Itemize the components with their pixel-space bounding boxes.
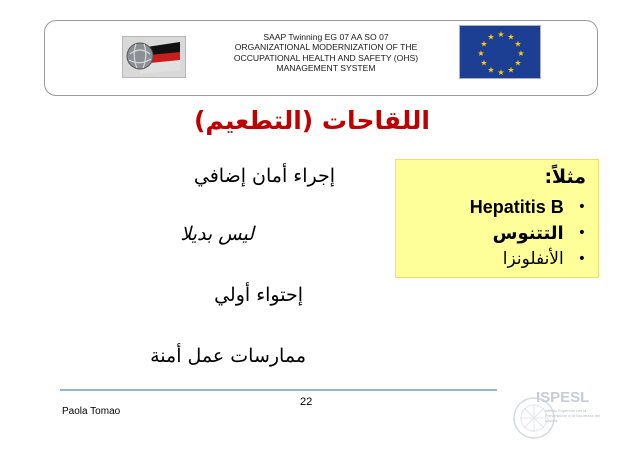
svg-text:★: ★ — [514, 39, 522, 49]
bullet-icon: • — [577, 251, 586, 267]
svg-text:★: ★ — [507, 32, 515, 42]
ispesl-caption: Istituto Superiore per la Prevenzione e la Sicurezza del Lavoro — [545, 408, 600, 423]
safety-measure-line: إجراء أمان إضافي — [193, 165, 335, 187]
header-line: ORGANIZATIONAL MODERNIZATION OF THE — [234, 42, 418, 53]
footer-divider — [60, 389, 497, 391]
svg-text:★: ★ — [497, 30, 505, 39]
svg-text:★: ★ — [487, 65, 495, 75]
author-name: Paola Tomao — [62, 406, 121, 417]
safe-work-practices-line: ممارسات عمل أمنة — [150, 345, 306, 367]
list-item-label: التتنوس — [492, 222, 564, 244]
not-substitute-line: ليس بديلا — [180, 223, 254, 245]
page-number: 22 — [300, 396, 313, 408]
list-item — [470, 194, 586, 220]
list-item-label: Hepatitis B — [469, 196, 564, 217]
svg-text:★: ★ — [487, 32, 495, 42]
example-label: مثلاً: — [544, 166, 586, 188]
header-title — [215, 32, 437, 74]
eu-flag-icon — [459, 25, 541, 79]
slide-title: اللقاحات (التطعيم) — [193, 106, 430, 135]
svg-text:★: ★ — [480, 39, 488, 49]
svg-text:★: ★ — [497, 68, 505, 77]
list-item — [470, 246, 586, 272]
svg-text:★: ★ — [507, 65, 515, 75]
svg-text:★: ★ — [477, 49, 485, 58]
bullet-icon: • — [577, 199, 586, 215]
example-box — [395, 159, 599, 278]
list-item — [470, 220, 586, 246]
svg-text:ISPESL: ISPESL — [536, 389, 590, 406]
svg-text:★: ★ — [517, 49, 525, 58]
svg-text:★: ★ — [480, 58, 488, 68]
svg-text:★: ★ — [514, 58, 522, 68]
bullet-icon: • — [577, 225, 586, 241]
primary-containment-line: إحتواء أولي — [214, 284, 303, 306]
globe-flag-logo-icon — [122, 34, 186, 78]
header-line: SAAP Twinning EG 07 AA SO 07 — [263, 32, 389, 42]
example-list — [470, 194, 586, 272]
header-line: OCCUPATIONAL HEALTH AND SAFETY (OHS) — [233, 52, 419, 63]
list-item-label: الأنفلونزا — [502, 249, 564, 269]
header-line: MANAGEMENT SYSTEM — [276, 63, 376, 74]
